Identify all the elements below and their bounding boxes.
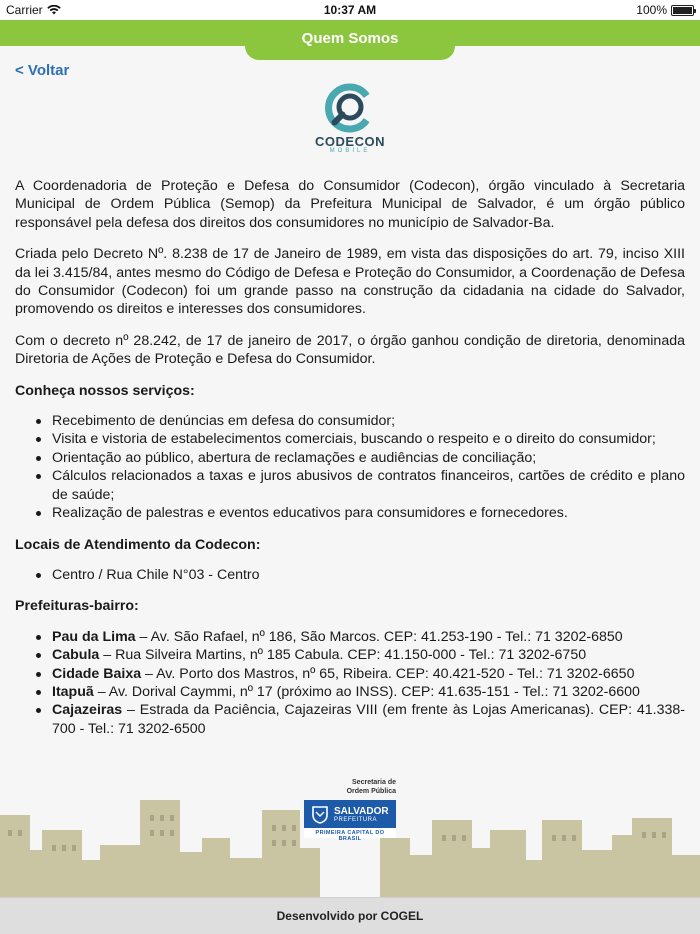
battery-icon — [671, 5, 694, 16]
magnifier-icon — [300, 82, 400, 134]
list-item — [15, 628, 685, 646]
prefeitura-salvador-logo — [304, 800, 396, 842]
list-item — [15, 646, 685, 664]
prefeitura-detail: – Estrada da Paciência, Cajazeiras VIII (em frente às Lojas Americanas). CEP: 41.338-700 - Tel.: 71 3202-6500 — [52, 702, 685, 737]
list-item — [15, 665, 685, 683]
secretaria-line: Ordem Pública — [346, 788, 396, 795]
paragraph: Com o decreto nº 28.242, de 17 de janeiro de 2017, o órgão ganhou condição de diretoria, denominada Diretoria de Ações de Proteção e Defesa do Consumidor. — [15, 332, 685, 368]
list-item: Centro / Rua Chile N°03 - Centro — [15, 566, 685, 584]
prefeitura-name: Cajazeiras — [52, 702, 123, 719]
prefeitura-detail: – Av. Porto dos Mastros, nº 65, Ribeira. CEP: 40.421-520 - Tel.: 71 3202-6650 — [141, 665, 635, 682]
clock: 10:37 AM — [323, 3, 377, 17]
list-item — [15, 701, 685, 738]
list-item: Visita e vistoria de estabelecimentos comerciais, buscando o respeito e o direito do consumidor; — [15, 430, 685, 448]
locations-list — [15, 566, 685, 584]
prefeitura-label: PREFEITURA — [334, 817, 378, 823]
secretaria-label — [310, 778, 396, 796]
paragraph: A Coordenadoria de Proteção e Defesa do Consumidor (Codecon), órgão vinculado à Secretaria Municipal de Ordem Pública (Semop) da Prefeitura Municipal de Salvador, é um órgão público responsável pela defesa dos direitos dos consumidores no município de Salvador-Ba. — [15, 178, 685, 231]
codecon-logo — [300, 82, 400, 158]
city-name: SALVADOR — [334, 806, 389, 817]
prefeitura-name: Cidade Baixa — [52, 665, 142, 682]
logo-name: CODECON — [315, 134, 385, 149]
prefeitura-name: Itapuã — [52, 683, 94, 700]
city-crest-icon — [310, 804, 330, 824]
carrier-label: Carrier — [6, 3, 43, 17]
prefeituras-heading: Prefeituras-bairro: — [15, 598, 139, 615]
services-list — [15, 412, 685, 522]
battery-indicator — [636, 3, 694, 17]
about-content — [15, 177, 685, 751]
services-heading: Conheça nossos serviços: — [15, 382, 195, 399]
prefeitura-name: Pau da Lima — [52, 628, 136, 645]
back-button[interactable]: < Voltar — [15, 62, 70, 79]
logo-subtitle: MOBILE — [329, 148, 371, 154]
city-tagline: PRIMEIRA CAPITAL DO BRASIL — [315, 830, 385, 842]
list-item: Realização de palestras e eventos educativos para consumidores e fornecedores. — [15, 504, 685, 522]
status-bar — [0, 0, 700, 20]
prefeitura-detail: – Av. Dorival Caymmi, nº 17 (próximo ao INSS). CEP: 41.635-151 - Tel.: 71 3202-6600 — [93, 683, 640, 700]
paragraph: Criada pelo Decreto Nº. 8.238 de 17 de Janeiro de 1989, em vista das disposições do art. 79, inciso XIII da lei 3.415/84, antes mesmo do Código de Defesa e Proteção do Consumidor, a Coordenação de Defesa do Consumidor (Codecon) foi um grande passo na construção da cidadania na cidade do Salvador, promovendo os direitos e interesses dos consumidores. — [15, 246, 685, 318]
prefeitura-detail: – Av. São Rafael, nº 186, São Marcos. CEP: 41.253-190 - Tel.: 71 3202-6850 — [135, 628, 623, 645]
list-item — [15, 683, 685, 701]
secretaria-line: Secretaria de — [352, 779, 396, 786]
battery-percent: 100% — [636, 3, 667, 17]
prefeitura-name: Cabula — [52, 647, 100, 664]
footer-credits: Desenvolvido por COGEL — [0, 897, 700, 934]
list-item: Cálculos relacionados a taxas e juros abusivos de contratos financeiros, cartões de crédito e plano de saúde; — [15, 467, 685, 504]
list-item: Orientação ao público, abertura de reclamações e audiências de conciliação; — [15, 449, 685, 467]
prefeitura-detail: – Rua Silveira Martins, nº 185 Cabula. CEP: 41.150-000 - Tel.: 71 3202-6750 — [99, 647, 587, 664]
battery-fill — [673, 7, 692, 14]
locations-heading: Locais de Atendimento da Codecon: — [15, 536, 261, 553]
prefeituras-list — [15, 628, 685, 738]
list-item: Recebimento de denúncias em defesa do consumidor; — [15, 412, 685, 430]
page-title: Quem Somos — [245, 20, 455, 60]
